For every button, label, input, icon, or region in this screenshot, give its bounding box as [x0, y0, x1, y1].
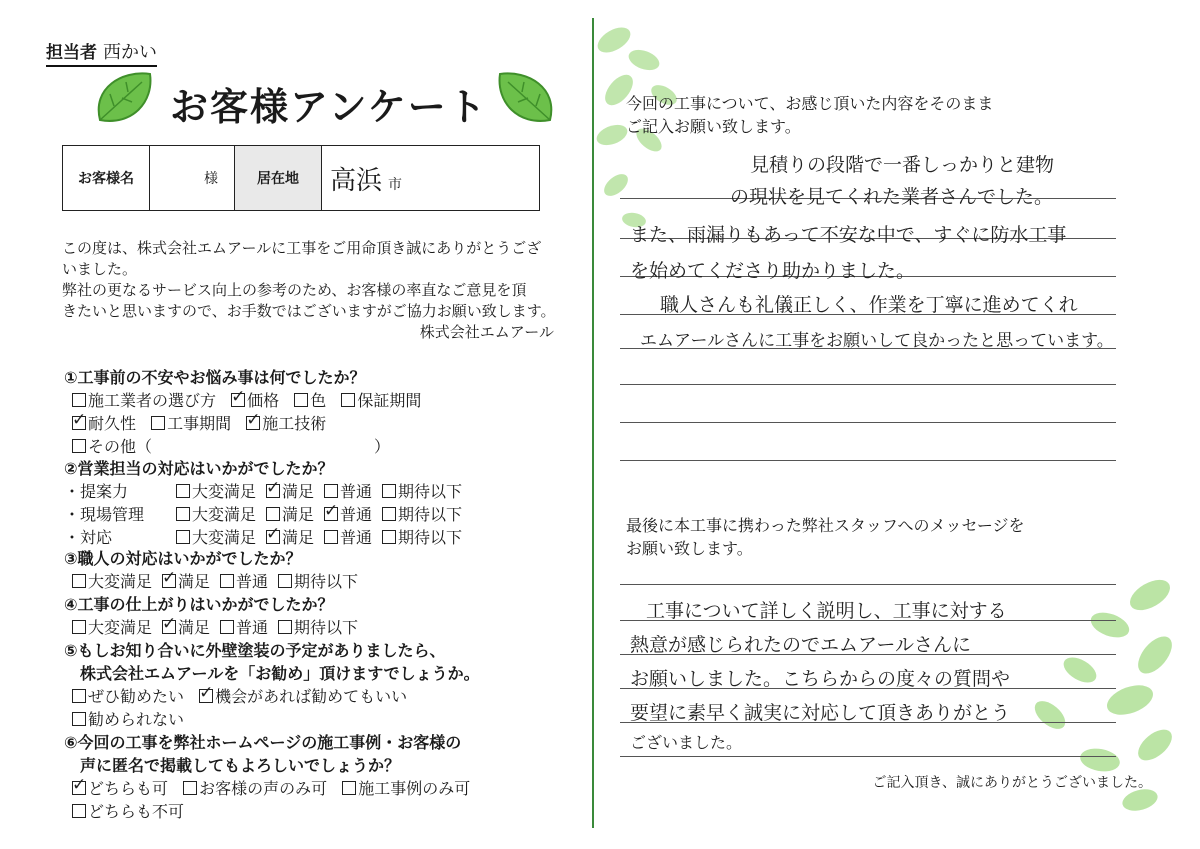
intro-line: 弊社の更なるサービス向上の参考のため、お客様の率直なご意見を頂 — [62, 281, 527, 299]
checkbox-icon[interactable] — [72, 689, 86, 703]
q1-option[interactable]: 工事期間 — [151, 412, 231, 435]
handwritten-message-line: 熱意が感じられたのでエムアールさんに — [630, 634, 972, 656]
checkbox-icon[interactable] — [176, 484, 190, 498]
q3-option[interactable]: ✓ 満足 — [162, 570, 210, 593]
checkbox-icon[interactable] — [72, 439, 86, 453]
q7-prompt: 今回の工事について、お感じ頂いた内容をそのまま ご記入お願い致します。 — [626, 94, 994, 136]
intro-line: この度は、株式会社エムアールに工事をご用命頂き誠にありがとうござ — [62, 239, 542, 257]
q3-option[interactable]: 普通 — [220, 570, 268, 593]
checkbox-icon[interactable] — [72, 416, 86, 430]
q2-option[interactable]: 期待以下 — [382, 480, 462, 503]
q1-option[interactable]: ✓耐久性 — [72, 412, 136, 435]
residence-field — [322, 146, 540, 211]
q4-option[interactable]: 期待以下 — [278, 616, 358, 639]
handwritten-message-line: 要望に素早く誠実に対応して頂きありがとう — [630, 702, 1011, 724]
leaf-left-icon — [92, 68, 156, 128]
handwritten-answer-line: を始めてくださり助かりました。 — [630, 260, 916, 282]
q8-prompt: 最後に本工事に携わった弊社スタッフへのメッセージを お願い致します。 — [626, 516, 1025, 558]
checkbox-icon[interactable] — [382, 530, 396, 544]
q1-option[interactable]: ✓ 価格 — [231, 389, 279, 412]
q4-option[interactable]: 大変満足 — [72, 616, 152, 639]
q2-row-label: ・対応 — [64, 528, 113, 547]
checkbox-icon[interactable] — [324, 530, 338, 544]
customer-name-field — [150, 146, 235, 211]
checkbox-icon[interactable] — [199, 689, 213, 703]
handwritten-answer-line: の現状を見てくれた業者さんでした。 — [730, 186, 1054, 208]
customer-info-table — [62, 145, 540, 211]
question-4 — [64, 593, 584, 639]
q6-option[interactable]: お客様の声のみ可 — [183, 777, 327, 800]
question-6 — [64, 731, 584, 823]
q2-option[interactable]: ✓ 満足 — [266, 526, 314, 549]
checkbox-icon[interactable] — [72, 804, 86, 818]
handwritten-answer-line: 見積りの段階で一番しっかりと建物 — [750, 154, 1055, 176]
q2-row — [64, 526, 584, 549]
q2-option[interactable]: 大変満足 — [176, 526, 256, 549]
handwritten-answer-line: エムアールさんに工事をお願いして良かったと思っています。 — [640, 331, 1114, 351]
checkbox-icon[interactable] — [341, 393, 355, 407]
question-2 — [64, 457, 584, 549]
q2-title: ②営業担当の対応はいかがでしたか？ — [64, 459, 334, 478]
q4-option[interactable]: 普通 — [220, 616, 268, 639]
q2-option[interactable]: ✓ 普通 — [324, 503, 372, 526]
city-handwritten: 高浜 — [330, 165, 383, 196]
q1-other[interactable]: その他（ ） — [72, 435, 390, 458]
customer-name-label: お客様名 — [63, 146, 150, 211]
checkbox-icon[interactable] — [294, 393, 308, 407]
checkbox-icon[interactable] — [72, 781, 86, 795]
checkbox-icon[interactable] — [162, 620, 176, 634]
checkbox-icon[interactable] — [266, 507, 280, 521]
checkbox-icon[interactable] — [72, 574, 86, 588]
checkbox-icon[interactable] — [151, 416, 165, 430]
checkbox-icon[interactable] — [72, 712, 86, 726]
checkbox-icon[interactable] — [162, 574, 176, 588]
question-5 — [64, 639, 584, 731]
handwritten-message-line: ございました。 — [630, 733, 743, 752]
q2-row — [64, 503, 584, 526]
q6-option[interactable]: 施工事例のみ可 — [342, 777, 470, 800]
checkbox-icon[interactable] — [176, 530, 190, 544]
checkbox-icon[interactable] — [72, 620, 86, 634]
question-3 — [64, 547, 584, 593]
q3-title: ③職人の対応はいかがでしたか？ — [64, 549, 302, 568]
staff-field — [46, 38, 157, 67]
checkbox-icon[interactable] — [266, 530, 280, 544]
q2-row-label: ・提案力 — [64, 482, 129, 501]
closing-thanks: ご記入頂き、誠にありがとうございました。 — [872, 775, 1152, 791]
staff-label: 担当者 — [46, 43, 97, 63]
checkbox-icon[interactable] — [324, 484, 338, 498]
q1-option[interactable]: 保証期間 — [341, 389, 421, 412]
q2-option[interactable]: ✓ 満足 — [266, 480, 314, 503]
q2-option[interactable]: 大変満足 — [176, 480, 256, 503]
q1-title: ①工事前の不安やお悩み事は何でしたか？ — [64, 368, 366, 387]
q2-option[interactable]: 普通 — [324, 526, 372, 549]
checkbox-icon[interactable] — [220, 574, 234, 588]
checkbox-icon[interactable] — [183, 781, 197, 795]
q2-row-label: ・現場管理 — [64, 505, 145, 524]
name-suffix: 様 — [204, 171, 219, 187]
intro-message — [62, 238, 592, 343]
q3-option[interactable]: 期待以下 — [278, 570, 358, 593]
q2-option[interactable]: 大変満足 — [176, 503, 256, 526]
q1-option[interactable]: 施工業者の選び方 — [72, 389, 216, 412]
q2-option[interactable]: 満足 — [266, 503, 314, 526]
answer-line — [620, 422, 1116, 423]
q6-option[interactable]: ✓どちらも可 — [72, 777, 168, 800]
q2-option[interactable]: 期待以下 — [382, 503, 462, 526]
q1-option[interactable]: 色 — [294, 389, 326, 412]
q2-option[interactable]: 期待以下 — [382, 526, 462, 549]
checkbox-icon[interactable] — [382, 507, 396, 521]
handwritten-message-line: 工事について詳しく説明し、工事に対する — [646, 600, 1007, 622]
city-suffix: 市 — [388, 176, 403, 193]
answer-line — [620, 584, 1116, 585]
checkbox-icon[interactable] — [278, 574, 292, 588]
staff-name-handwritten: 西かい — [103, 42, 157, 63]
checkbox-icon[interactable] — [72, 393, 86, 407]
handwritten-answer-line: 職人さんも礼儀正しく、作業を丁寧に進めてくれ — [660, 294, 1078, 316]
q3-options — [64, 570, 584, 593]
company-signature: 株式会社エムアール — [419, 323, 554, 341]
q2-option[interactable]: 普通 — [324, 480, 372, 503]
checkbox-icon[interactable] — [278, 620, 292, 634]
handwritten-message-line: お願いしました。こちらからの度々の質問や — [630, 668, 1011, 690]
checkbox-icon[interactable] — [324, 507, 338, 521]
answer-line — [620, 460, 1116, 461]
q6-option[interactable]: どちらも不可 — [72, 800, 184, 823]
checkbox-icon[interactable] — [342, 781, 356, 795]
checkbox-icon[interactable] — [382, 484, 396, 498]
checkbox-icon[interactable] — [266, 484, 280, 498]
checkbox-icon[interactable] — [176, 507, 190, 521]
q5-title-line2: 株式会社エムアールを「お勧め」頂けますでしょうか。 — [80, 664, 480, 683]
q4-option[interactable]: ✓ 満足 — [162, 616, 210, 639]
page-title: お客様アンケート — [170, 85, 488, 129]
leaf-right-icon — [494, 68, 558, 128]
q4-options — [64, 616, 584, 639]
answer-line — [620, 756, 1116, 757]
question-1 — [64, 366, 584, 458]
q5-option[interactable]: 勧められない — [72, 708, 184, 731]
answer-line — [620, 384, 1116, 385]
intro-line: きたいと思いますので、お手数ではございますがご協力お願い致します。 — [62, 302, 556, 320]
q5-option[interactable]: ✓ 機会があれば勧めてもいい — [199, 685, 407, 708]
checkbox-icon[interactable] — [231, 393, 245, 407]
residence-label: 居在地 — [235, 146, 322, 211]
q1-option[interactable]: ✓ 施工技術 — [246, 412, 326, 435]
q5-title-line1: ⑤もしお知り合いに外壁塗装の予定がありましたら、 — [64, 641, 446, 660]
handwritten-answer-line: また、雨漏りもあって不安な中で、すぐに防水工事 — [630, 224, 1067, 246]
q3-option[interactable]: 大変満足 — [72, 570, 152, 593]
checkbox-icon[interactable] — [246, 416, 260, 430]
checkbox-icon[interactable] — [220, 620, 234, 634]
q5-option[interactable]: ぜひ勧めたい — [72, 685, 184, 708]
q2-rows — [64, 480, 584, 549]
intro-line: いました。 — [62, 260, 138, 278]
q4-title: ④工事の仕上がりはいかがでしたか？ — [64, 595, 334, 614]
q6-title-line2: 声に匿名で掲載してもよろしいでしょうか？ — [80, 756, 401, 775]
q6-title-line1: ⑥今回の工事を弊社ホームページの施工事例・お客様の — [64, 733, 462, 752]
